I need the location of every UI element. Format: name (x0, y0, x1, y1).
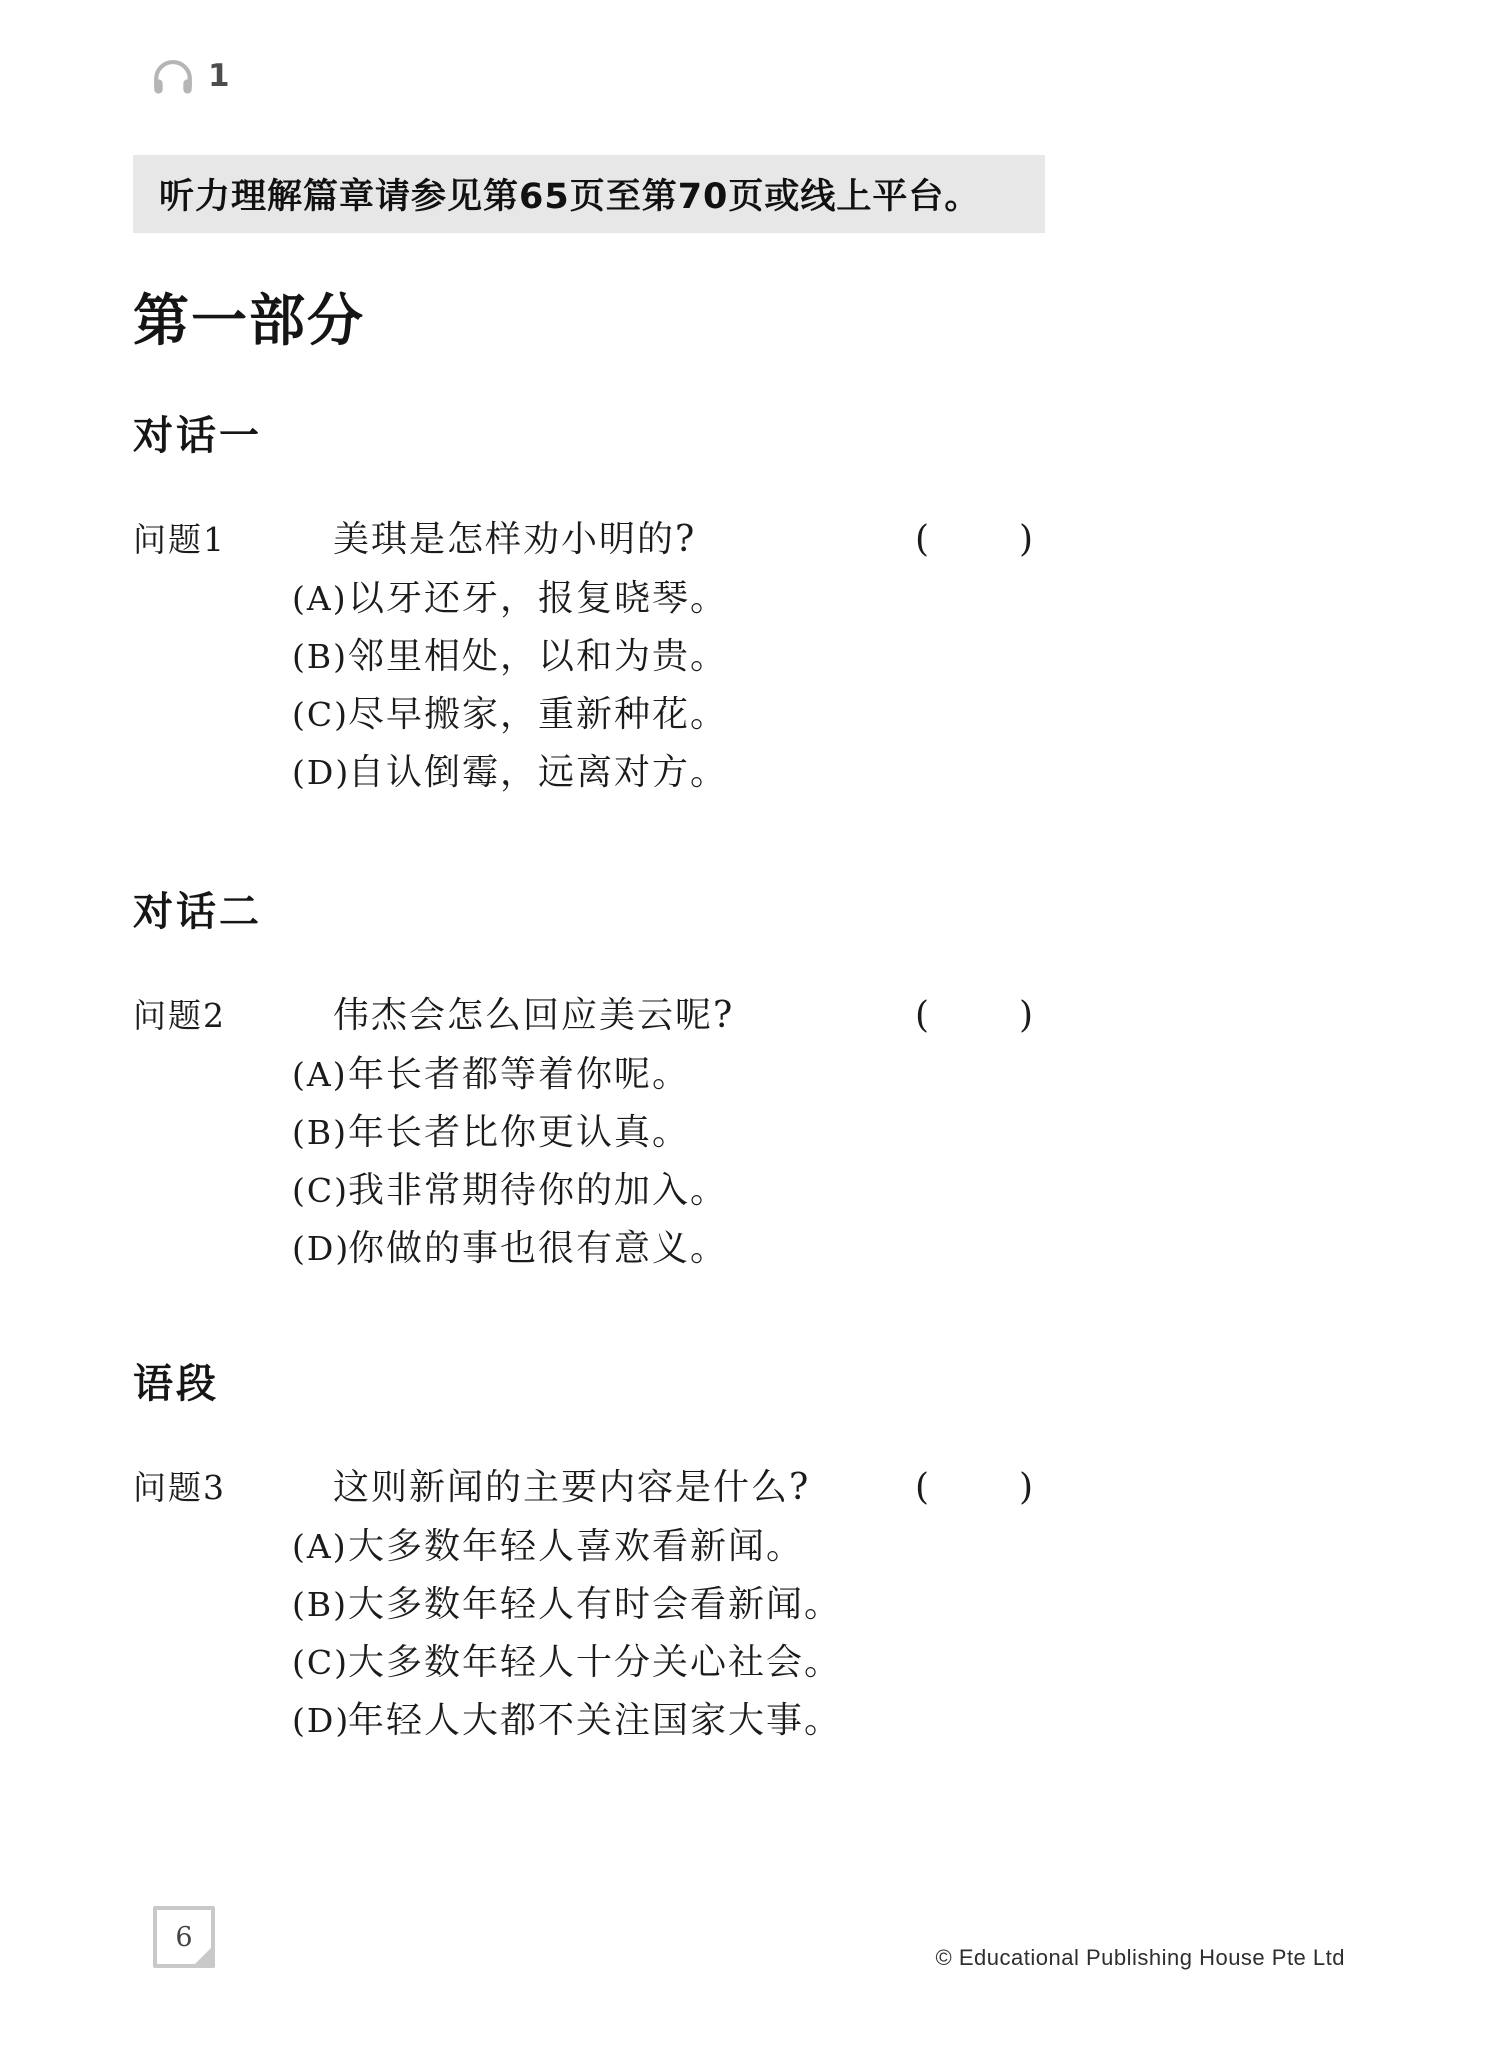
option-letter: (D) (292, 1701, 351, 1740)
option-letter: (C) (292, 1643, 349, 1682)
part-title: 第一部分 (133, 289, 365, 354)
option-text: 大多数年轻人喜欢看新闻。 (348, 1526, 805, 1567)
option-row (292, 1640, 1045, 1686)
question-text: 美琪是怎样劝小明的? (333, 519, 697, 560)
option-row (292, 692, 1045, 738)
page-corner-fold-icon (194, 1947, 212, 1965)
question-row (133, 516, 1045, 564)
option-text: 你做的事也很有意义。 (348, 1228, 729, 1269)
option-text: 大多数年轻人十分关心社会。 (348, 1642, 843, 1683)
section-heading: 对话一 (133, 412, 262, 459)
headphones-icon (150, 55, 196, 97)
option-letter: (D) (292, 1229, 351, 1268)
page-number-box (153, 1906, 215, 1968)
answer-bracket-close: ) (1018, 995, 1035, 1036)
options-list (292, 576, 1045, 796)
option-text: 年长者都等着你呢。 (348, 1054, 691, 1095)
question-text: 这则新闻的主要内容是什么? (333, 1467, 811, 1508)
option-row (292, 634, 1045, 680)
listening-notice-banner (133, 155, 1045, 233)
option-letter: (B) (292, 1113, 348, 1152)
option-row (292, 750, 1045, 796)
option-letter: (A) (292, 1055, 348, 1094)
option-text: 自认倒霉，远离对方。 (348, 752, 729, 793)
answer-bracket-open: ( (915, 1467, 932, 1508)
options-list (292, 1524, 1045, 1744)
option-letter: (A) (292, 1527, 348, 1566)
section-heading: 对话二 (133, 888, 262, 935)
answer-brackets (915, 516, 1045, 564)
option-row (292, 1052, 1045, 1098)
option-text: 我非常期待你的加入。 (348, 1170, 729, 1211)
question-label: 问题3 (133, 1468, 226, 1507)
option-letter: (C) (292, 695, 349, 734)
audio-track-marker (150, 55, 230, 97)
option-row (292, 1226, 1045, 1272)
question-text: 伟杰会怎么回应美云呢? (333, 995, 735, 1036)
question-section (133, 1360, 1045, 1756)
option-row (292, 1524, 1045, 1570)
copyright-notice: © Educational Publishing House Pte Ltd (935, 1945, 1345, 1970)
question-section (133, 888, 1045, 1284)
option-row (292, 1110, 1045, 1156)
answer-brackets (915, 1464, 1045, 1512)
answer-bracket-open: ( (915, 995, 932, 1036)
page-number: 6 (175, 1921, 193, 1953)
question-label: 问题2 (133, 996, 226, 1035)
option-text: 年轻人大都不关注国家大事。 (348, 1700, 843, 1741)
listening-notice-text: 听力理解篇章请参见第65页至第70页或线上平台。 (159, 177, 981, 217)
option-row (292, 1582, 1045, 1628)
option-text: 尽早搬家，重新种花。 (348, 694, 729, 735)
options-list (292, 1052, 1045, 1272)
option-letter: (C) (292, 1171, 349, 1210)
option-text: 年长者比你更认真。 (348, 1112, 691, 1153)
answer-bracket-open: ( (915, 519, 932, 560)
question-row (133, 1464, 1045, 1512)
question-section (133, 412, 1045, 808)
option-letter: (D) (292, 753, 351, 792)
option-row (292, 1698, 1045, 1744)
question-label: 问题1 (133, 520, 226, 559)
option-text: 邻里相处，以和为贵。 (348, 636, 729, 677)
question-row (133, 992, 1045, 1040)
answer-bracket-close: ) (1018, 519, 1035, 560)
option-letter: (B) (292, 637, 348, 676)
audio-track-number: 1 (208, 57, 230, 94)
answer-brackets (915, 992, 1045, 1040)
option-row (292, 576, 1045, 622)
section-heading: 语段 (133, 1360, 219, 1407)
option-text: 以牙还牙，报复晓琴。 (348, 578, 729, 619)
option-letter: (A) (292, 579, 348, 618)
option-row (292, 1168, 1045, 1214)
option-text: 大多数年轻人有时会看新闻。 (348, 1584, 843, 1625)
answer-bracket-close: ) (1018, 1467, 1035, 1508)
option-letter: (B) (292, 1585, 348, 1624)
